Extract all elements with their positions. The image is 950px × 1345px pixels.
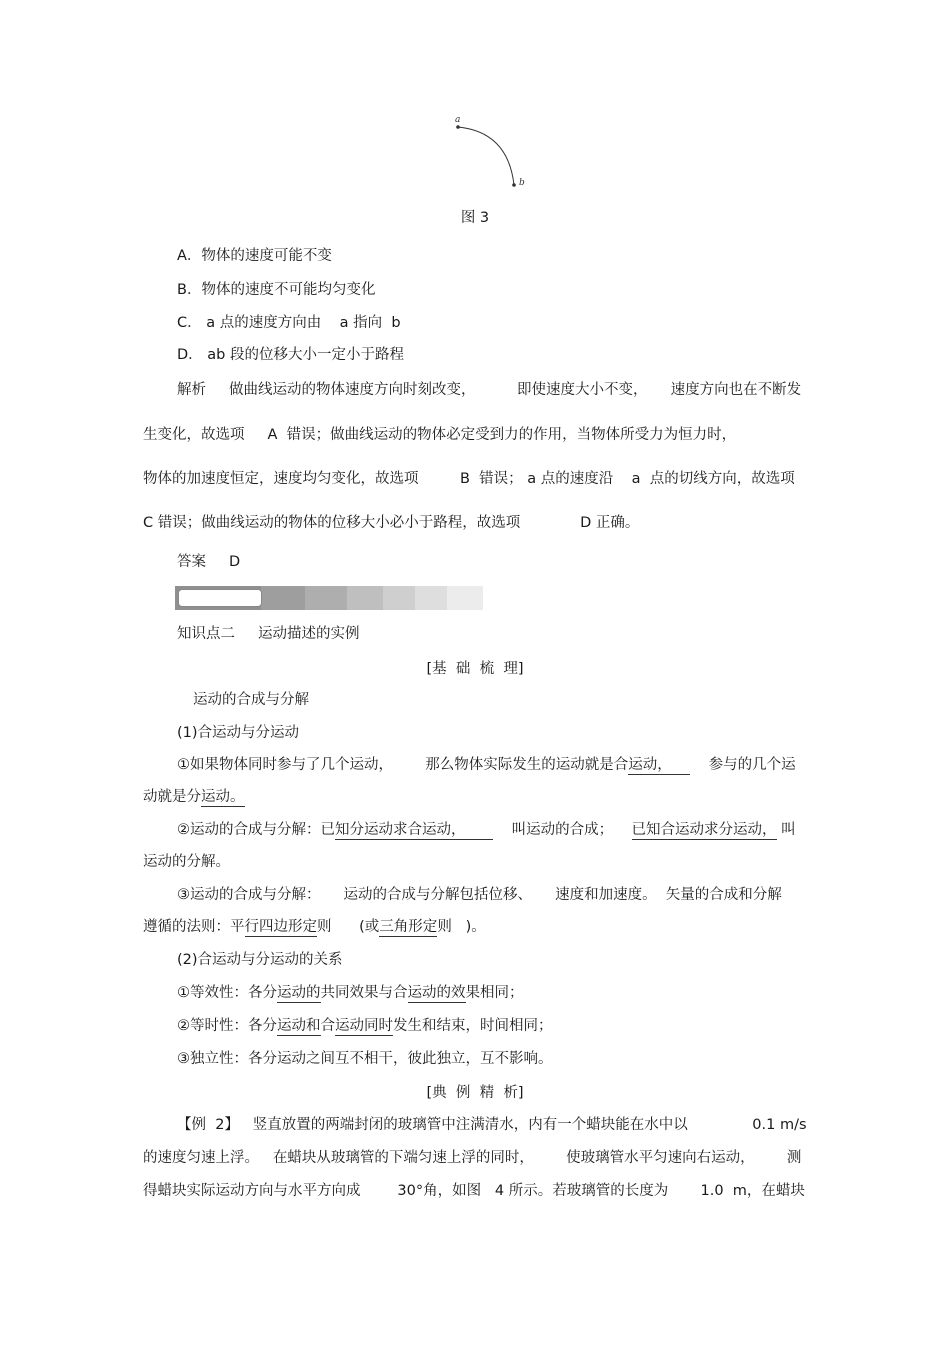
paragraph-3b [143,917,486,937]
p2-underlined-2: 已知合运动求分运动， [631,822,777,838]
p3b-mid: 则 (或 [317,919,380,935]
r2-mid: 合 [320,1018,335,1034]
bar-segment [415,586,447,610]
example-line-1: 【例 2】 竖直放置的两端封闭的玻璃管中注满清水，内有一个蜡块能在水中以 0.1 m/s [177,1117,807,1133]
r1-pre: ①等效性：各分 [177,985,277,1001]
paragraph-3a: ③运动的合成与分解： 运动的合成与分解包括位移、 速度和加速度。 矢量的合成和分解 [177,887,782,903]
answer-line: 答案 D [177,554,241,570]
analysis-line-4: C 错误；做曲线运动的物体的位移大小必小于路程，故选项 D 正确。 [143,515,640,531]
option-b: B．物体的速度不可能均匀变化 [177,282,376,298]
bar-pill [178,589,262,607]
p2-underlined-1: 知分运动求合运动， [335,822,494,838]
section-title: 知识点二 运动描述的实例 [177,626,360,642]
p1a-text: ①如果物体同时参与了几个运动， 那么物体实际发生的运动就是合 [177,757,629,773]
p2-mid: 叫运动的合成； [493,822,632,838]
bar-segment [261,586,305,610]
example-line-3: 得蜡块实际运动方向与水平方向成 30°角，如图 4 所示。若玻璃管的长度为 1.0 m，在蜡块 [143,1183,805,1199]
p3b-pre: 遵循的法则：平 [143,919,245,935]
arc-path [458,127,514,185]
p1a-end: 参与的几个运 [690,757,796,773]
r1-underlined-1: 运动的 [277,985,321,1001]
figure-caption: 图 3 [460,210,490,226]
paragraph-2b: 运动的分解。 [143,854,230,870]
topic-title: 运动的合成与分解 [193,692,309,708]
subheading-1: (1)合运动与分运动 [177,725,300,741]
point-b-dot [512,183,516,187]
point-b-label: b [519,178,525,188]
p1a-underlined: 运动， [628,757,691,773]
example-heading: [典 例 精 析] [426,1085,524,1101]
relation-2 [177,1016,553,1036]
analysis-line-1: 解析 做曲线运动的物体速度方向时刻改变， 即使速度大小不变， 速度方向也在不断发 [177,382,802,398]
option-c: C． a 点的速度方向由 a 指向 b [177,315,401,331]
bar-segment [347,586,383,610]
basic-heading: [基 础 梳 理] [426,661,524,677]
relation-3: ③独立性：各分运动之间互不相干，彼此独立，互不影响。 [177,1051,553,1067]
bar-segment [383,586,415,610]
p3b-underlined-1: 行四边形定 [244,919,317,935]
paragraph-1b [143,787,245,807]
p1b-text: 动就是分 [143,789,201,805]
r2-pre: ②等时性：各分 [177,1018,277,1034]
r1-mid: 共同效果与合 [320,985,408,1001]
p3b-underlined-2: 三角形定 [379,919,438,935]
point-a-dot [456,125,460,129]
section-divider-bar [175,586,483,610]
r1-end: 果相同； [465,985,524,1001]
p1b-underlined: 运动。 [201,789,245,805]
example-line-2: 的速度匀速上浮。 在蜡块从玻璃管的下端匀速上浮的同时， 使玻璃管水平匀速向右运动， 测 [143,1150,802,1166]
p2-end: 叫 [776,822,796,838]
r2-underlined-2: 运动同时 [335,1018,393,1034]
arc-figure [440,110,540,195]
bar-segment [447,586,483,610]
paragraph-2a [177,820,796,840]
analysis-line-3: 物体的加速度恒定，速度均匀变化，故选项 B 错误； a 点的速度沿 a 点的切线方向，故选项 [143,471,795,487]
r2-underlined-1: 运动和 [277,1018,321,1034]
relation-1 [177,983,524,1003]
point-a-label: a [455,115,461,125]
subheading-2: (2)合运动与分运动的关系 [177,952,343,968]
r1-underlined-2: 运动的效 [407,985,466,1001]
analysis-line-2: 生变化，故选项 A 错误；做曲线运动的物体必定受到力的作用，当物体所受力为恒力时， [143,427,737,443]
option-d: D． ab 段的位移大小一定小于路程 [177,347,404,363]
r2-end: 发生和结束，时间相同； [393,1018,553,1034]
p3b-end: 则 )。 [437,919,486,935]
paragraph-1a [177,755,796,775]
option-a: A．物体的速度可能不变 [177,248,332,264]
p2-pre: ②运动的合成与分解：已 [177,822,335,838]
bar-segment [305,586,347,610]
